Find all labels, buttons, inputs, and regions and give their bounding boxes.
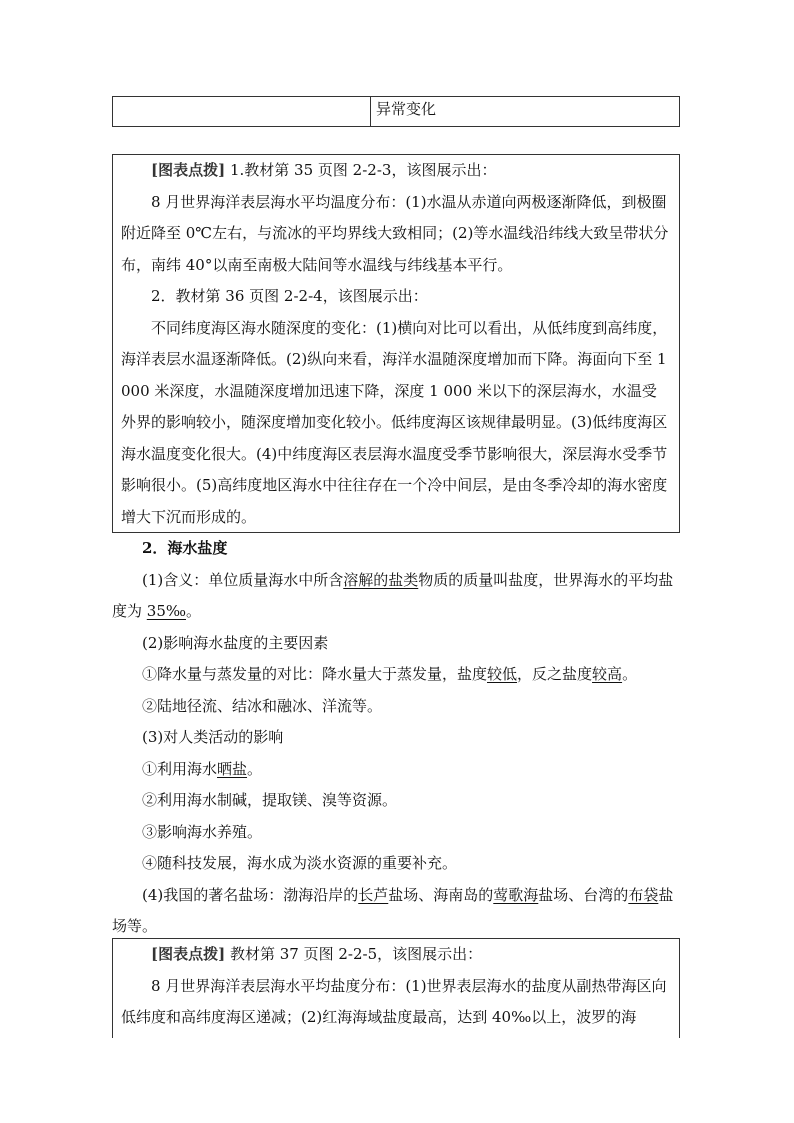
impact-3: ③影响海水养殖。 — [142, 822, 263, 841]
table-cell-left — [113, 97, 371, 126]
salinity-distribution-text: 8 月世界海洋表层海水平均盐度分布：(1)世界表层海水的盐度从副热带海区向低纬度和高纬度海区递减；(2)红海海域盐度最高，达到 40‰以上，波罗的海 — [121, 976, 667, 1026]
salinity-section — [112, 533, 680, 943]
impact-4: ④随科技发展，海水成为淡水资源的重要补充。 — [142, 854, 458, 872]
section-heading: 2．海水盐度 — [142, 539, 228, 557]
factors-title: (2)影响海水盐度的主要因素 — [142, 633, 329, 652]
hint-line-3: [图表点拨] 教材第 37 页图 2-2-5，该图展示出： — [151, 945, 483, 963]
figure-hint-label: [图表点拨] — [151, 161, 226, 179]
impact-title: (3)对人类活动的影响 — [142, 728, 284, 746]
hint-line-2: 2．教材第 36 页图 2-2-4，该图展示出： — [151, 287, 428, 305]
temperature-distribution-text: 8 月世界海洋表层海水平均温度分布：(1)水温从赤道向两极逐渐降低，到极圈附近降至 0℃左右，与流冰的平均界线大致相同；(2)等水温线沿纬线大致呈带状分布，南纬 40°以南至南极大陆间等水温线与纬线基本平行。 — [121, 192, 669, 274]
impact-1: ①利用海水晒盐。 — [142, 759, 263, 778]
table-cell-right: 异常变化 — [376, 100, 437, 118]
hint-line-1: [图表点拨] 1.教材第 35 页图 2-2-3，该图展示出： — [151, 161, 497, 179]
impact-2: ②利用海水制碱，提取镁、溴等资源。 — [142, 791, 398, 809]
salt-fields: (4)我国的著名盐场：渤海沿岸的长芦盐场、海南岛的莺歌海盐场、台湾的布袋盐场等。 — [112, 885, 674, 935]
salinity-definition: (1)含义：单位质量海水中所含溶解的盐类物质的质量叫盐度，世界海水的平均盐度为 35‰。 — [112, 570, 674, 620]
figure-hint-box-1 — [112, 154, 680, 533]
depth-variation-text: 不同纬度海区海水随深度的变化：(1)横向对比可以看出，从低纬度到高纬度，海洋表层水温逐渐降低。(2)纵向来看，海洋水温随深度增加而下降。海面向下至 1 000 米深度，水温随深度增加迅速下降，深度 1 000 米以下的深层海水，水温受外界的影响较小，随深度增加变化较小。低纬度海区该规律最明显。(3)低纬度海区海水温度变化很大。(4)中纬度海区表层海水温度受季节影响很大，深层海水受季节影响很小。(5)高纬度地区海水中往往存在一个冷中间层，是由冬季冷却的海水密度增大下沉而形成的。 — [121, 318, 668, 526]
factor-2: ②陆地径流、结冰和融冰、洋流等。 — [142, 696, 383, 715]
top-table — [112, 96, 680, 127]
figure-hint-label-2: [图表点拨] — [151, 945, 226, 963]
factor-1: ①降水量与蒸发量的对比：降水量大于蒸发量，盐度较低，反之盐度较高。 — [142, 665, 638, 683]
figure-hint-box-2 — [112, 938, 680, 1038]
